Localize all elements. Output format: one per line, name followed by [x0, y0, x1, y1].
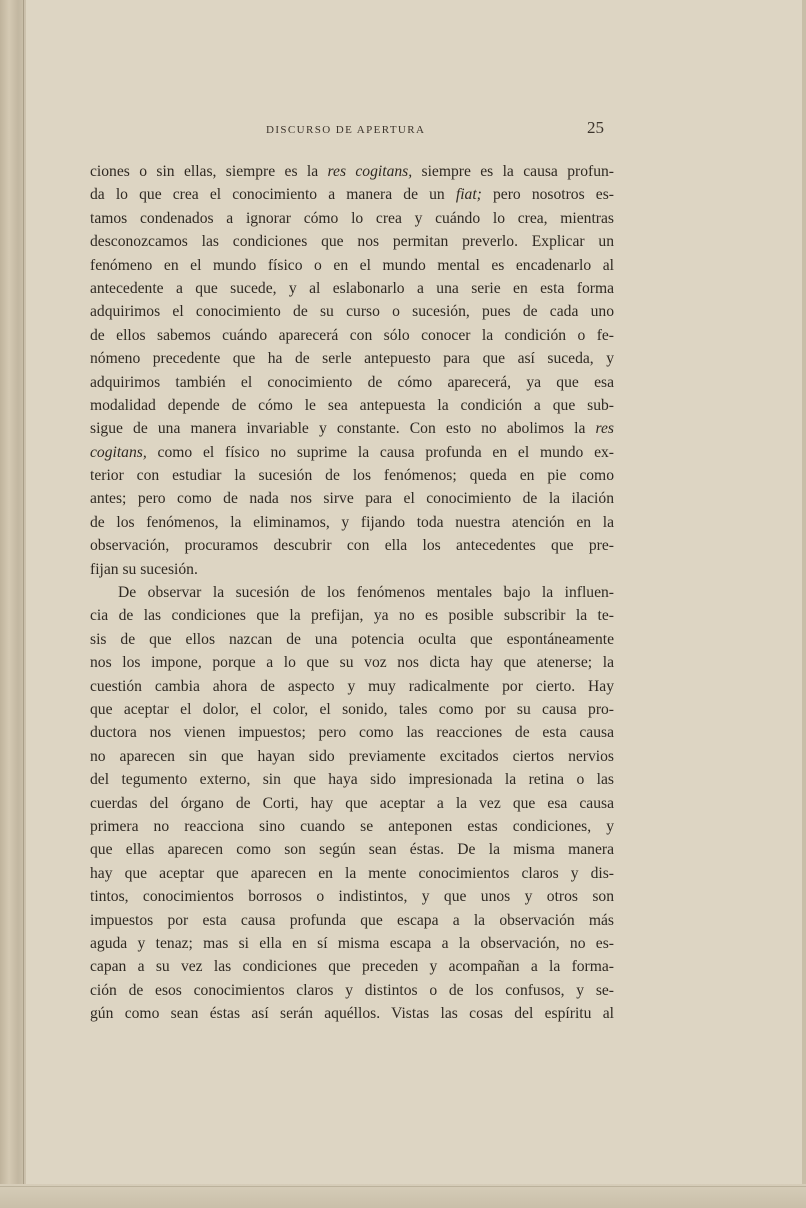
- body-text: [90, 160, 614, 1025]
- text-line: modalidad depende de cómo le sea antepuesta la condición a que sub-: [90, 396, 614, 414]
- text-line: impuestos por esta causa profunda que escapa a la observación más: [90, 911, 614, 929]
- text-line: antecedente a que sucede, y al eslabonarlo a una serie en esta forma: [90, 279, 614, 297]
- text-line: aguda y tenaz; mas si ella en sí misma escapa a la observación, no es-: [90, 934, 614, 952]
- text-line: fenómeno en el mundo físico o en el mundo mental es encadenarlo al: [90, 256, 614, 274]
- text-line: cuerdas del órgano de Corti, hay que aceptar a la vez que esa causa: [90, 794, 614, 812]
- text-line: cia de las condiciones que la prefijan, ya no es posible subscribir la te-: [90, 607, 614, 625]
- text-line: adquirimos también el conocimiento de cómo aparecerá, ya que esa: [90, 373, 614, 391]
- running-title: DISCURSO DE APERTURA: [266, 124, 426, 136]
- text-line: antes; pero como de nada nos sirve para el conocimiento de la ilación: [90, 490, 614, 508]
- text-line: [90, 441, 614, 464]
- text-segment: ciones o sin ellas, siempre es la: [90, 163, 328, 180]
- text-line: nos los impone, porque a lo que su voz nos dicta hay que atenerse; la: [90, 654, 614, 672]
- page-number: 25: [587, 118, 604, 137]
- bottom-page-edge: [0, 1184, 806, 1208]
- text-segment: como el físico no suprime la causa profunda en el mundo ex-: [146, 443, 614, 461]
- text-line: adquirimos el conocimiento de su curso o sucesión, pues de cada uno: [90, 303, 614, 321]
- text-line: De observar la sucesión de los fenómenos mentales bajo la influen-: [118, 584, 614, 602]
- text-line: que aceptar el dolor, el color, el sonido, tales como por su causa pro-: [90, 700, 614, 718]
- text-line: cuestión cambia ahora de aspecto y muy radicalmente por cierto. Hay: [90, 677, 614, 695]
- page-header: [90, 116, 614, 140]
- text-line: que ellas aparecen como son según sean éstas. De la misma manera: [90, 841, 614, 859]
- text-line: de los fenómenos, la eliminamos, y fijando toda nuestra atención en la: [90, 513, 614, 531]
- right-page-edge: [802, 0, 806, 1208]
- text-line: del tegumento externo, sin que haya sido impresionada la retina o las: [90, 771, 614, 789]
- text-line: [90, 160, 614, 183]
- italic-term: cogitans,: [90, 443, 147, 461]
- text-line: hay que aceptar que aparecen en la mente conocimientos claros y dis-: [90, 864, 614, 882]
- italic-term: res: [595, 420, 614, 438]
- text-line: ción de esos conocimientos claros y distintos o de los confusos, y se-: [90, 981, 614, 999]
- text-line: primera no reacciona sino cuando se anteponen estas condiciones, y: [90, 817, 614, 835]
- text-line: desconozcamos las condiciones que nos permitan preverlo. Explicar un: [90, 233, 614, 251]
- text-line: no aparecen sin que hayan sido previamente excitados ciertos nervios: [90, 747, 614, 765]
- text-line: nómeno precedente que ha de serle antepuesto para que así suceda, y: [90, 350, 614, 368]
- binding-edge: [0, 0, 26, 1208]
- text-line: tintos, conocimientos borrosos o indistintos, y que unos y otros son: [90, 888, 614, 906]
- text-line: de ellos sabemos cuándo aparecerá con sólo conocer la condición o fe-: [90, 326, 614, 344]
- text-line: [90, 417, 614, 440]
- text-line: gún como sean éstas así serán aquéllos. Vistas las cosas del espíritu al: [90, 1005, 614, 1023]
- text-segment: siempre es la causa profun-: [412, 163, 614, 180]
- text-line: sis de que ellos nazcan de una potencia oculta que espontáneamente: [90, 630, 614, 648]
- italic-term: fiat;: [455, 186, 482, 204]
- text-line: observación, procuramos descubrir con ella los antecedentes que pre-: [90, 537, 614, 555]
- text-line: fijan su sucesión.: [90, 560, 198, 578]
- text-line: terior con estudiar la sucesión de los fenómenos; queda en pie como: [90, 467, 614, 485]
- text-line: tamos condenados a ignorar cómo lo crea y cuándo lo crea, mientras: [90, 209, 614, 227]
- italic-term: res cogitans,: [327, 163, 413, 180]
- text-line: ductora nos vienen impuestos; pero como las reacciones de esta causa: [90, 724, 614, 742]
- text-line: capan a su vez las condiciones que preceden y acompañan a la forma-: [90, 958, 614, 976]
- text-line: [90, 183, 614, 206]
- text-segment: pero nosotros es-: [481, 186, 614, 204]
- text-segment: sigue de una manera invariable y constante. Con esto no abolimos la: [90, 420, 596, 438]
- text-segment: da lo que crea el conocimiento a manera de un: [90, 186, 456, 204]
